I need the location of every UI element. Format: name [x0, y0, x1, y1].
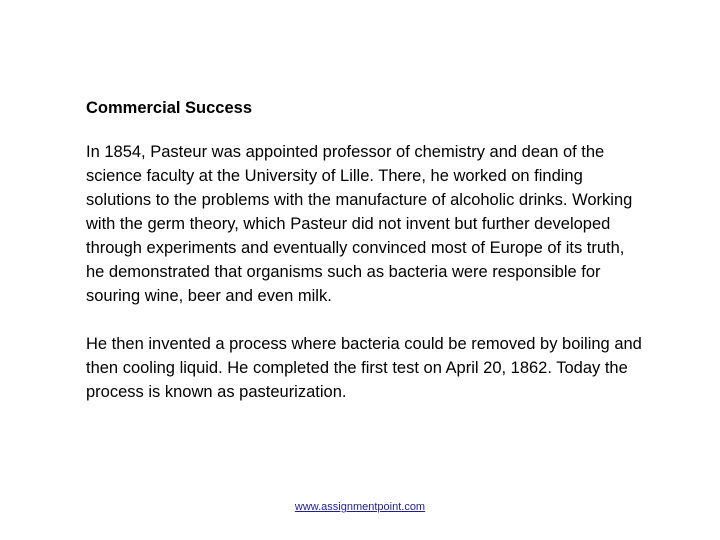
source-link[interactable]: www.assignmentpoint.com [294, 501, 426, 513]
paragraph-2: He then invented a process where bacteria could be removed by boiling and then cooling liquid. He completed the first test on April 20, 1862. Today the process is known as pasteurization. [86, 335, 642, 401]
paragraph-1: In 1854, Pasteur was appointed professor of chemistry and dean of the science faculty at the University of Lille. There, he worked on finding solutions to the problems with the manufacture of alcoholic drinks. Working with the germ theory, which Pasteur did not invent but further developed through experiments and eventually convinced most of Europe of its truth, he demonstrated that organisms such as bacteria were responsible for souring wine, beer and even milk. [86, 143, 633, 305]
slide-content [86, 96, 646, 428]
footer [0, 500, 720, 514]
section-heading: Commercial Success [86, 99, 253, 117]
